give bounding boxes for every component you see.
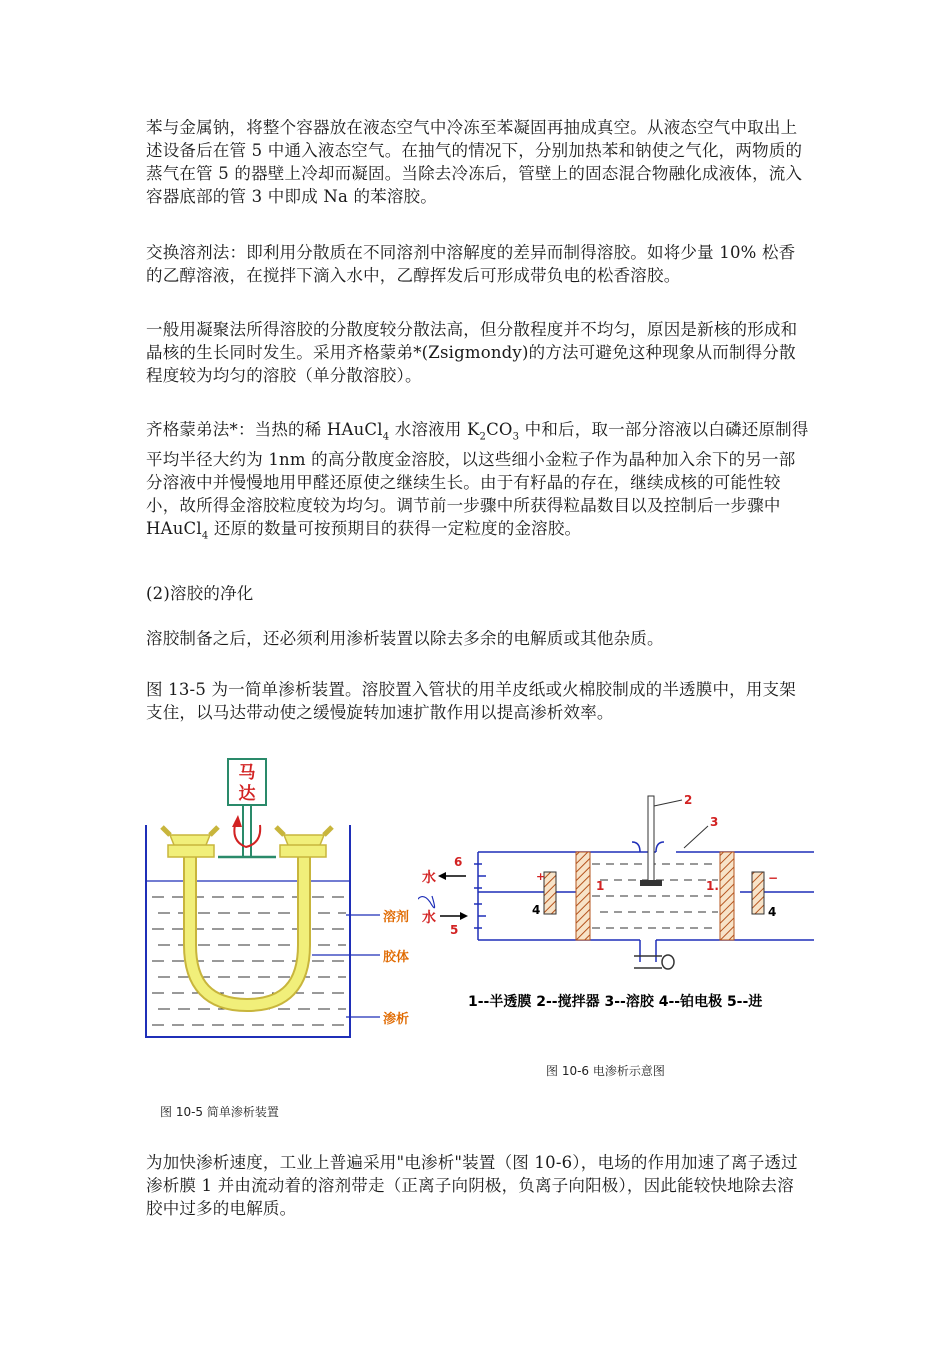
label-colloid: 胶体: [383, 950, 410, 965]
svg-text:+: +: [536, 870, 546, 883]
paragraph-solvent-exchange: 交换溶剂法：即利用分散质在不同溶剂中溶解度的差异而制得溶胶。如将少量 10% 松香的乙醇溶液，在搅拌下滴入水中，乙醇挥发后可形成带负电的松香溶胶。: [146, 243, 796, 285]
svg-text:−: −: [768, 871, 779, 885]
paragraph-purification: 溶胶制备之后，还必须利用渗析装置以除去多余的电解质或其他杂质。: [146, 629, 664, 648]
label-dialysis: 渗析: [383, 1012, 410, 1027]
svg-text:马: 马: [238, 763, 256, 783]
svg-text:2: 2: [684, 793, 693, 807]
figure-electrodialysis: [418, 792, 814, 1022]
label-solvent: 溶剂: [383, 910, 410, 925]
svg-text:1.: 1.: [706, 879, 719, 893]
svg-text:4: 4: [532, 903, 541, 917]
svg-text:水: 水: [422, 910, 436, 926]
svg-text:1: 1: [596, 879, 605, 893]
section-heading-purification: (2)溶胶的净化: [146, 584, 254, 603]
paragraph-condensation: 一般用凝聚法所得溶胶的分散度较分散法高，但分散程度并不均匀，原因是新核的形成和晶核的生长同时发生。采用齐格蒙弟*(Zsigmondy)的方法可避免这种现象从而制得分散程度较为均匀的溶胶（单分散溶胶）。: [146, 320, 798, 385]
paragraph-benzene-sodium: 苯与金属钠，将整个容器放在液态空气中冷冻至苯凝固再抽成真空。从液态空气中取出上述设备后在管 5 中通入液态空气。在抽气的情况下，分别加热苯和钠使之气化，两物质的蒸气在管 5 的器壁上冷却而凝固。当除去冷冻后，管壁上的固态混合物融化成液体，流入容器底部的管 3 中即成 Na 的苯溶胶。: [146, 118, 803, 206]
svg-text:4: 4: [768, 905, 777, 919]
svg-text:3: 3: [710, 815, 719, 829]
svg-text:水: 水: [422, 870, 436, 886]
paragraph-zsigmondy: 齐格蒙弟法*：当热的稀 HAuCl$_4$ 水溶液用 $K_2CO_3$ 中和后，取一部分溶液以白磷还原制得平均半径大约为 1nm 的高分散度金溶胶，以这些细小金粒子作为晶种加入余下的另一部分溶液中并慢慢地用甲醛还原使之继续生长。由于有籽晶的存在，继续成核的可能性较小，故所得金溶胶粒度较为均匀。调节前一步骤中所获得粒晶数目以及控制后一步骤中 HAuCl$_4$ 还原的数量可按预期目的获得一定粒度的金溶胶。: [146, 420, 809, 542]
figure-simple-dialysis: [140, 755, 430, 1045]
caption-figure-10-6: 图 10-6 电渗析示意图: [546, 1064, 665, 1078]
caption-figure-10-5: 图 10-5 简单渗析装置: [160, 1105, 279, 1119]
svg-text:6: 6: [454, 855, 463, 869]
svg-text:达: 达: [238, 784, 256, 804]
paragraph-electrodialysis: 为加快渗析速度，工业上普遍采用"电渗析"装置（图 10-6），电场的作用加速了离子透过渗析膜 1 并由流动着的溶剂带走（正离子向阴极，负离子向阳极），因此能较快地除去溶胶中过多的电解质。: [146, 1153, 798, 1218]
paragraph-simple-dialysis: 图 13-5 为一简单渗析装置。溶胶置入管状的用羊皮纸或火棉胶制成的半透膜中，用支架支住，以马达带动使之缓慢旋转加速扩散作用以提高渗析效率。: [146, 680, 796, 722]
figure-legend: 1--半透膜 2--搅拌器 3--溶胶 4--铂电极 5--进: [468, 994, 763, 1010]
svg-text:5: 5: [450, 923, 459, 937]
